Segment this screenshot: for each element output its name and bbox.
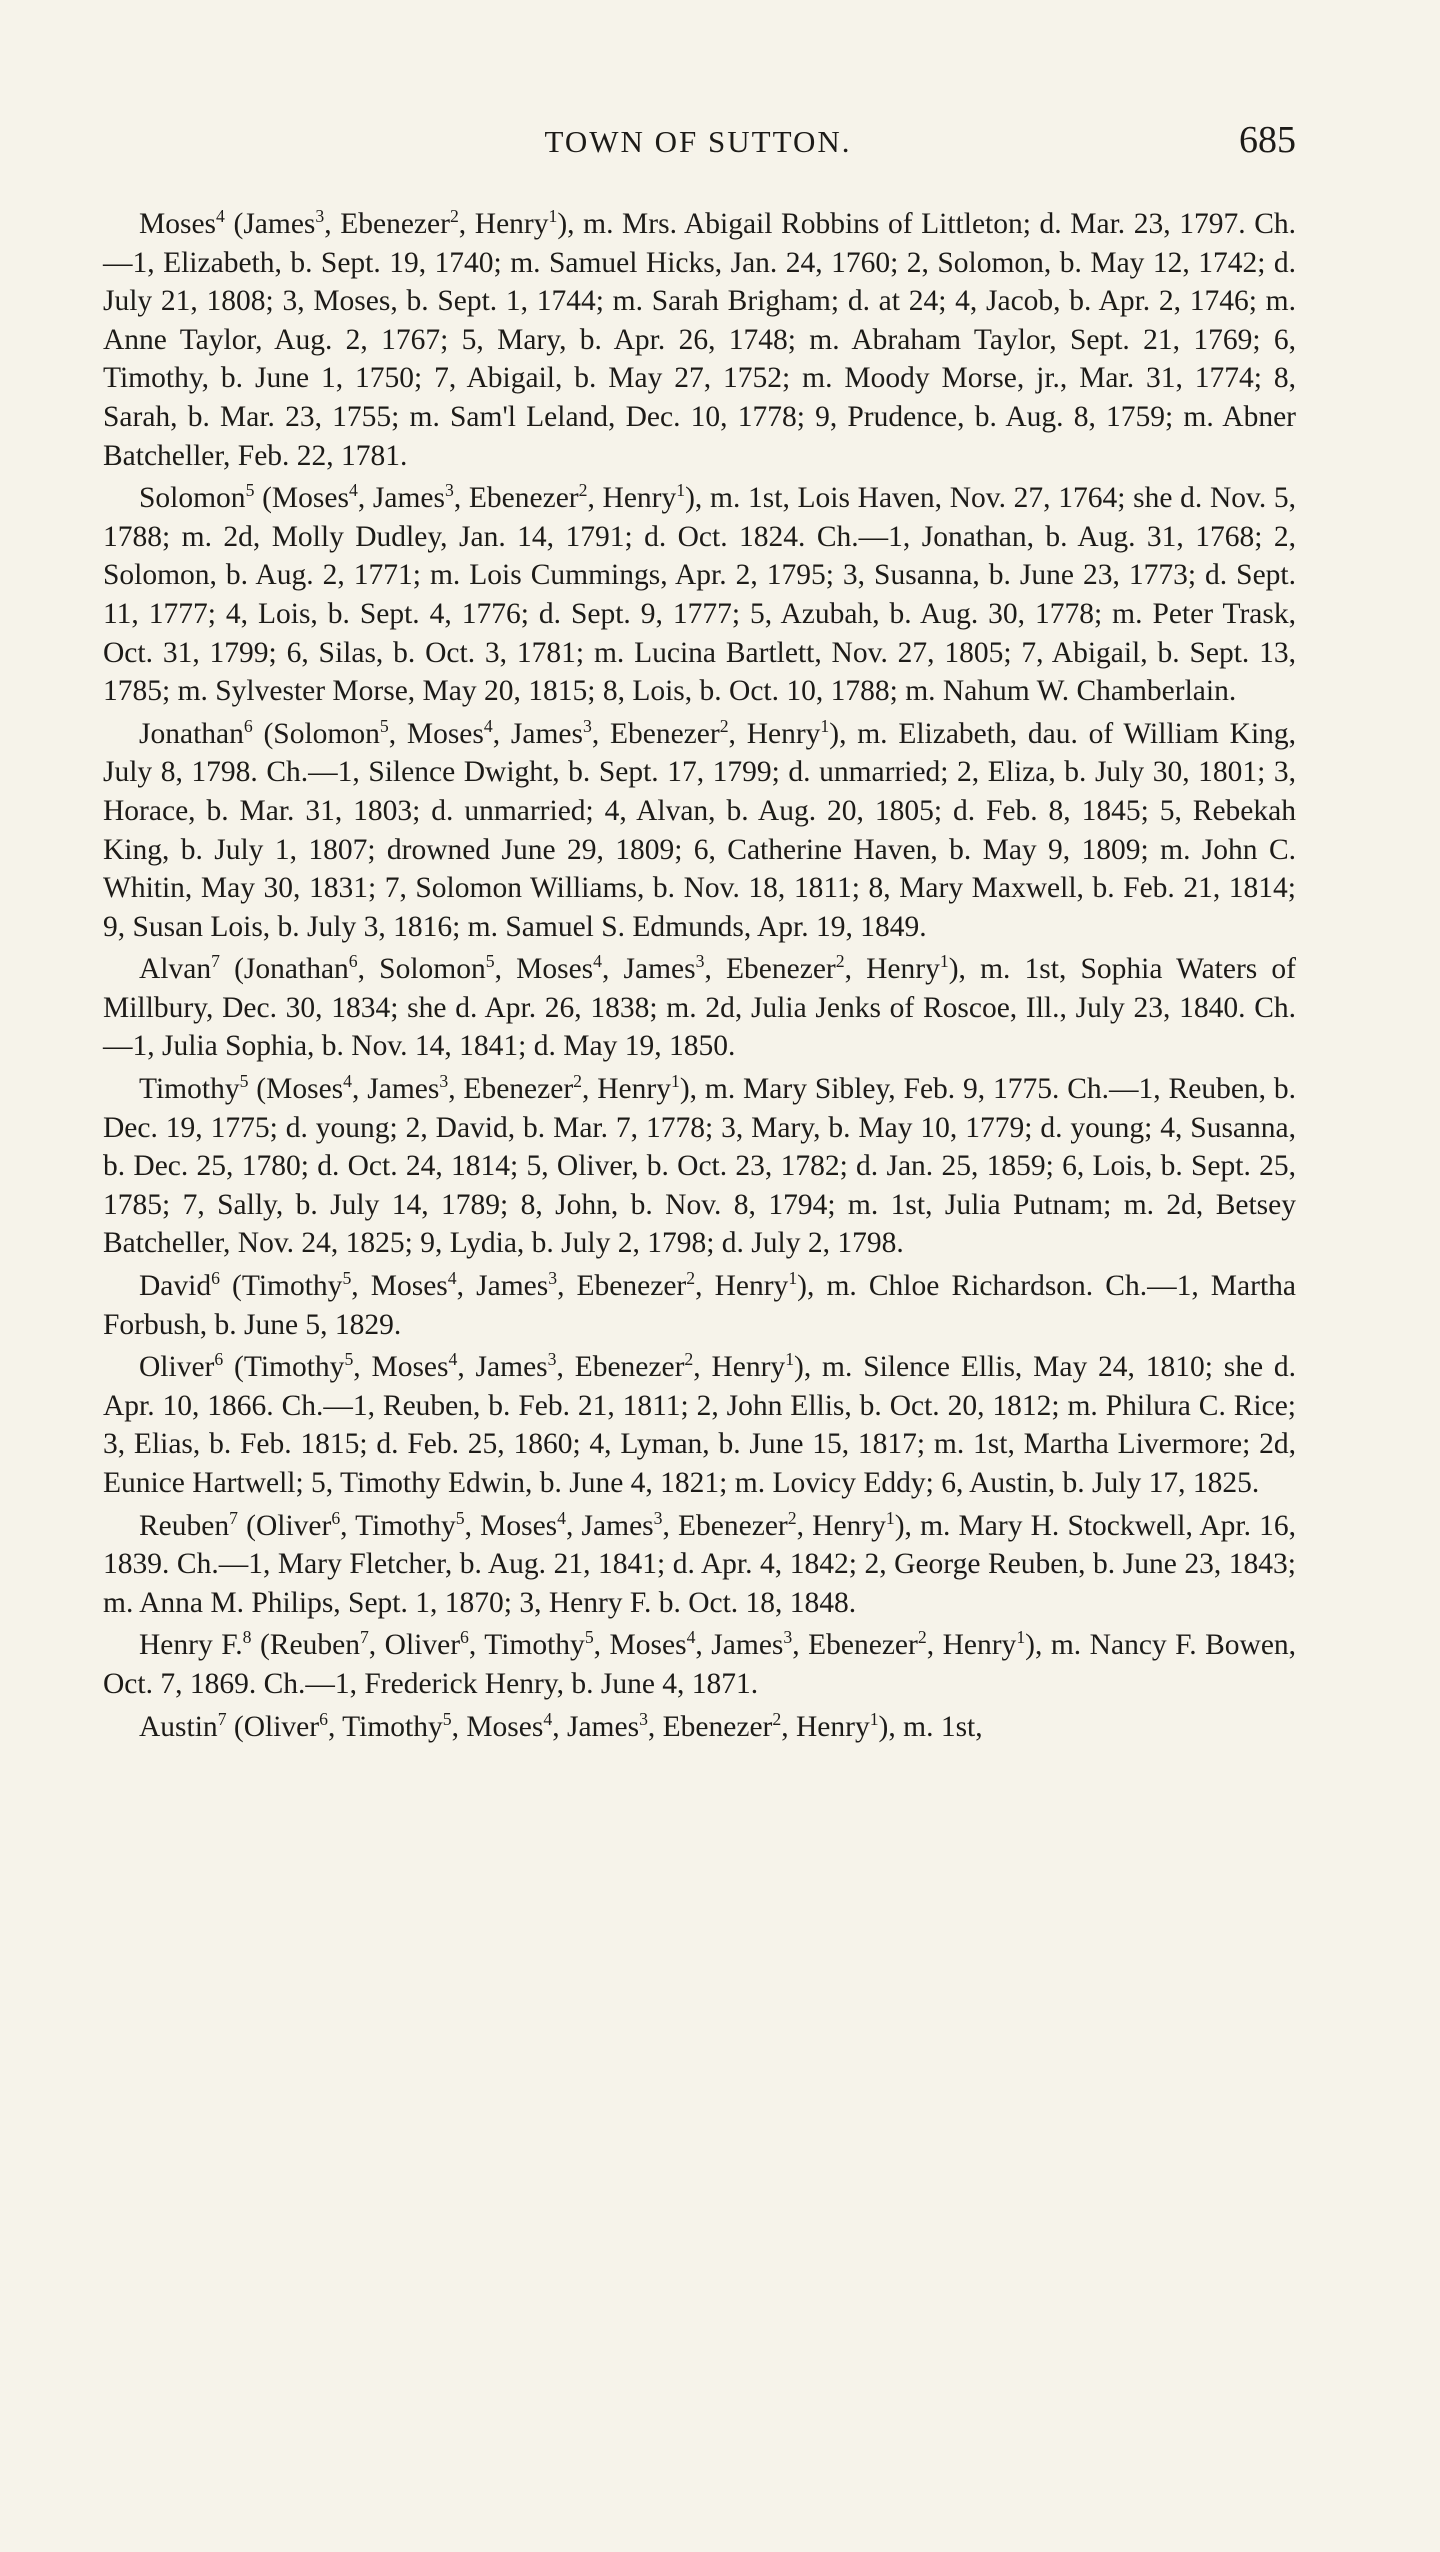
genealogy-entry: Solomon$^5$ (Moses$^4$, James$^3$, Ebenezer$^2$, Henry$^1$), m. 1st, Lois Haven, Nov. 27, 1764; she d. Nov. 5, 1788; m. 2d, Molly Dudley, Jan. 14, 1791; d. Oct. 1824. Ch.—1, Jonathan, b. Aug. 31, 1768; 2, Solomon, b. Aug. 2, 1771; m. Lois Cummings, Apr. 2, 1795; 3, Susanna, b. June 23, 1773; d. Sept. 11, 1777; 4, Lois, b. Sept. 4, 1776; d. Sept. 9, 1777; 5, Azubah, b. Aug. 30, 1778; m. Peter Trask, Oct. 31, 1799; 6, Silas, b. Oct. 3, 1781; m. Lucina Bartlett, Nov. 27, 1805; 7, Abigail, b. Sept. 13, 1785; m. Sylvester Morse, May 20, 1815; 8, Lois, b. Oct. 10, 1788; m. Nahum W. Chamberlain. bbox=[103, 480, 1297, 708]
genealogy-entry: Jonathan$^6$ (Solomon$^5$, Moses$^4$, James$^3$, Ebenezer$^2$, Henry$^1$), m. Elizabeth, dau. of William King, July 8, 1798. Ch.—1, Silence Dwight, b. Sept. 17, 1799; d. unmarried; 2, Eliza, b. July 30, 1801; 3, Horace, b. Mar. 31, 1803; d. unmarried; 4, Alvan, b. Aug. 20, 1805; d. Feb. 8, 1845; 5, Rebekah King, b. July 1, 1807; drowned June 29, 1809; 6, Catherine Haven, b. May 9, 1809; m. John C. Whitin, May 30, 1831; 7, Solomon Williams, b. Nov. 18, 1811; 8, Mary Maxwell, b. Feb. 21, 1814; 9, Susan Lois, b. July 3, 1816; m. Samuel S. Edmunds, Apr. 19, 1849. bbox=[103, 715, 1297, 943]
page-number: 685 bbox=[1239, 119, 1296, 161]
genealogy-entry: Timothy$^5$ (Moses$^4$, James$^3$, Ebenezer$^2$, Henry$^1$), m. Mary Sibley, Feb. 9, 1775. Ch.—1, Reuben, b. Dec. 19, 1775; d. young; 2, David, b. Mar. 7, 1778; 3, Mary, b. May 10, 1779; d. young; 4, Susanna, b. Dec. 25, 1780; d. Oct. 24, 1814; 5, Oliver, b. Oct. 23, 1782; d. Jan. 25, 1859; 6, Lois, b. Sept. 25, 1785; 7, Sally, b. July 14, 1789; 8, John, b. Nov. 8, 1794; m. 1st, Julia Putnam; m. 2d, Betsey Batcheller, Nov. 24, 1825; 9, Lydia, b. July 2, 1798; d. July 2, 1798. bbox=[103, 1071, 1297, 1260]
genealogy-entry: Moses$^4$ (James$^3$, Ebenezer$^2$, Henry$^1$), m. Mrs. Abigail Robbins of Littleton; d. Mar. 23, 1797. Ch.—1, Elizabeth, b. Sept. 19, 1740; m. Samuel Hicks, Jan. 24, 1760; 2, Solomon, b. May 12, 1742; d. July 21, 1808; 3, Moses, b. Sept. 1, 1744; m. Sarah Brigham; d. at 24; 4, Jacob, b. Apr. 2, 1746; m. Anne Taylor, Aug. 2, 1767; 5, Mary, b. Apr. 26, 1748; m. Abraham Taylor, Sept. 21, 1769; 6, Timothy, b. June 1, 1750; 7, Abigail, b. May 27, 1752; m. Moody Morse, jr., Mar. 31, 1774; 8, Sarah, b. Mar. 23, 1755; m. Sam'l Leland, Dec. 10, 1778; 9, Prudence, b. Aug. 8, 1759; m. Abner Batcheller, Feb. 22, 1781. bbox=[103, 206, 1296, 472]
genealogy-text bbox=[103, 205, 1296, 1750]
genealogy-entry: Henry F.$^8$ (Reuben$^7$, Oliver$^6$, Timothy$^5$, Moses$^4$, James$^3$, Ebenezer$^2$, Henry$^1$), m. Nancy F. Bowen, Oct. 7, 1869. Ch.—1, Frederick Henry, b. June 4, 1871. bbox=[103, 1627, 1297, 1700]
genealogy-entry: Alvan$^7$ (Jonathan$^6$, Solomon$^5$, Moses$^4$, James$^3$, Ebenezer$^2$, Henry$^1$), m. 1st, Sophia Waters of Millbury, Dec. 30, 1834; she d. Apr. 26, 1838; m. 2d, Julia Jenks of Roscoe, Ill., July 23, 1840. Ch.—1, Julia Sophia, b. Nov. 14, 1841; d. May 19, 1850. bbox=[103, 951, 1296, 1063]
running-title: TOWN OF SUTTON. bbox=[544, 124, 852, 159]
genealogy-entry: Oliver$^6$ (Timothy$^5$, Moses$^4$, James$^3$, Ebenezer$^2$, Henry$^1$), m. Silence Ellis, May 24, 1810; she d. Apr. 10, 1866. Ch.—1, Reuben, b. Feb. 21, 1811; 2, John Ellis, b. Oct. 20, 1812; m. Philura C. Rice; 3, Elias, b. Feb. 1815; d. Feb. 25, 1860; 4, Lyman, b. June 15, 1817; m. 1st, Martha Livermore; 2d, Eunice Hartwell; 5, Timothy Edwin, b. June 4, 1821; m. Lovicy Eddy; 6, Austin, b. July 17, 1825. bbox=[103, 1349, 1296, 1499]
genealogy-entry: David$^6$ (Timothy$^5$, Moses$^4$, James$^3$, Ebenezer$^2$, Henry$^1$), m. Chloe Richardson. Ch.—1, Martha Forbush, b. June 5, 1829. bbox=[103, 1268, 1296, 1341]
genealogy-entry: Austin$^7$ (Oliver$^6$, Timothy$^5$, Moses$^4$, James$^3$, Ebenezer$^2$, Henry$^1$), m. 1st, bbox=[139, 1708, 983, 1743]
genealogy-entry: Reuben$^7$ (Oliver$^6$, Timothy$^5$, Moses$^4$, James$^3$, Ebenezer$^2$, Henry$^1$), m. Mary H. Stockwell, Apr. 16, 1839. Ch.—1, Mary Fletcher, b. Aug. 21, 1841; d. Apr. 4, 1842; 2, George Reuben, b. June 23, 1843; m. Anna M. Philips, Sept. 1, 1870; 3, Henry F. b. Oct. 18, 1848. bbox=[103, 1507, 1297, 1619]
page-header bbox=[100, 118, 1296, 178]
